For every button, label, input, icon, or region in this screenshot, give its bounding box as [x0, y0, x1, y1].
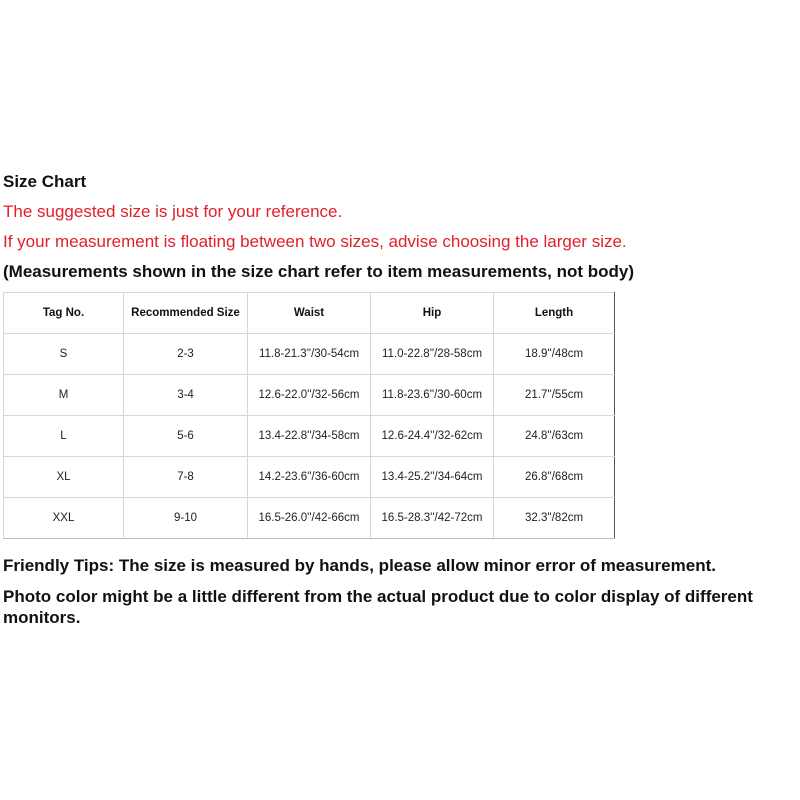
cell-waist: 12.6-22.0''/32-56cm [248, 375, 371, 416]
photo-color-tip: Photo color might be a little different from the actual product due to color display of different monitors. [3, 587, 753, 627]
cell-waist: 11.8-21.3''/30-54cm [248, 334, 371, 375]
cell-length: 24.8''/63cm [494, 416, 615, 457]
cell-recommended-size: 5-6 [124, 416, 248, 457]
cell-waist: 16.5-26.0''/42-66cm [248, 498, 371, 539]
table-row [4, 416, 615, 457]
table-row [4, 498, 615, 539]
header-recommended-size: Recommended Size [124, 293, 248, 334]
cell-length: 32.3''/82cm [494, 498, 615, 539]
cell-tag-no: M [4, 375, 124, 416]
cell-hip: 12.6-24.4''/32-62cm [371, 416, 494, 457]
table-row [4, 457, 615, 498]
page-title: Size Chart [3, 172, 87, 191]
cell-waist: 14.2-23.6''/36-60cm [248, 457, 371, 498]
cell-recommended-size: 2-3 [124, 334, 248, 375]
cell-tag-no: XXL [4, 498, 124, 539]
header-hip: Hip [371, 293, 494, 334]
cell-length: 26.8''/68cm [494, 457, 615, 498]
table-row [4, 334, 615, 375]
cell-hip: 11.0-22.8''/28-58cm [371, 334, 494, 375]
cell-length: 21.7''/55cm [494, 375, 615, 416]
reference-note: The suggested size is just for your reference. [3, 202, 343, 221]
table-header-row [4, 293, 615, 334]
cell-waist: 13.4-22.8''/34-58cm [248, 416, 371, 457]
cell-hip: 16.5-28.3''/42-72cm [371, 498, 494, 539]
friendly-tip: Friendly Tips: The size is measured by hands, please allow minor error of measurement. [3, 556, 716, 575]
cell-recommended-size: 7-8 [124, 457, 248, 498]
cell-hip: 13.4-25.2''/34-64cm [371, 457, 494, 498]
cell-recommended-size: 9-10 [124, 498, 248, 539]
measurement-subtitle: (Measurements shown in the size chart refer to item measurements, not body) [3, 262, 635, 281]
table-row [4, 375, 615, 416]
sizing-advice-note: If your measurement is floating between two sizes, advise choosing the larger size. [3, 232, 627, 251]
cell-hip: 11.8-23.6''/30-60cm [371, 375, 494, 416]
header-tag-no: Tag No. [4, 293, 124, 334]
cell-length: 18.9''/48cm [494, 334, 615, 375]
cell-tag-no: XL [4, 457, 124, 498]
size-chart-table [3, 292, 615, 539]
cell-recommended-size: 3-4 [124, 375, 248, 416]
cell-tag-no: S [4, 334, 124, 375]
header-length: Length [494, 293, 615, 334]
header-waist: Waist [248, 293, 371, 334]
cell-tag-no: L [4, 416, 124, 457]
